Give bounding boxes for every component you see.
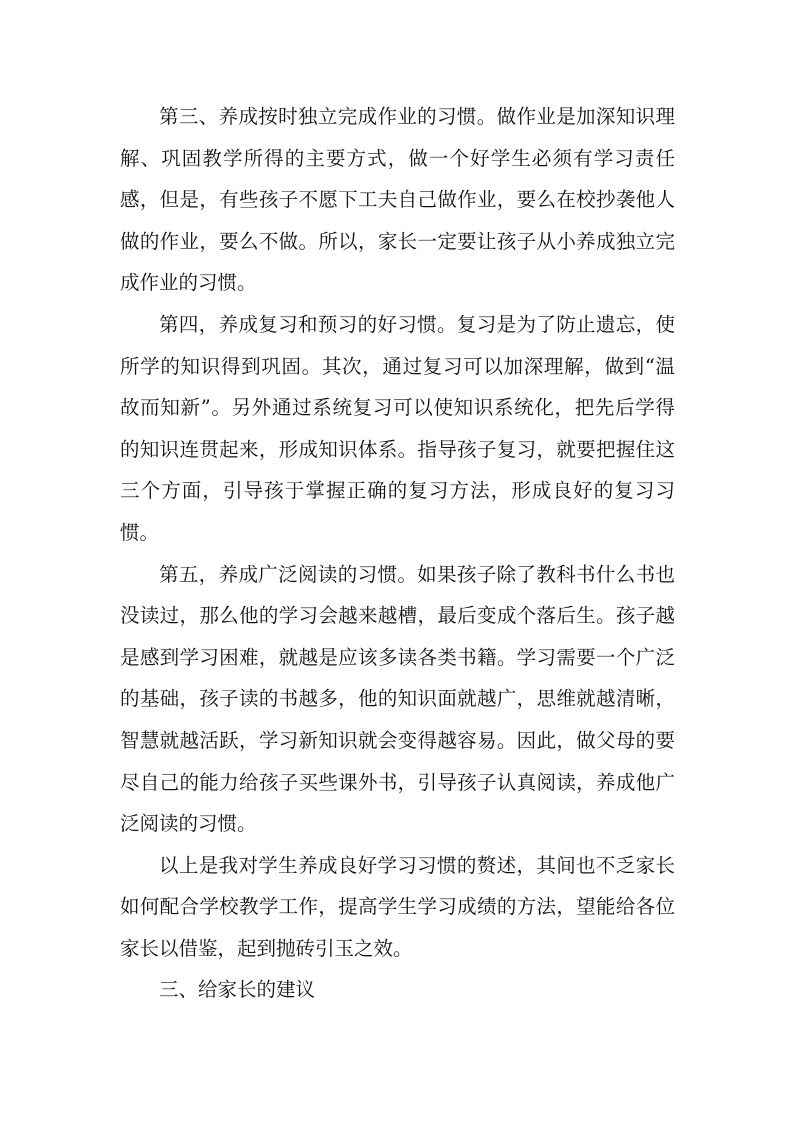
document-body [120,96,675,1011]
section-heading: 三、给家长的建议 [159,978,316,1002]
paragraph-homework-habit: 第三、养成按时独立完成作业的习惯。做作业是加深知识理解、巩固教学所得的主要方式，做一个好学生必须有学习责任感，但是，有些孩子不愿下工夫自己做作业，要么在校抄袭他人做的作业，要么不做。所以，家长一定要让孩子从小养成独立完成作业的习惯。 [120,105,675,295]
paragraph-summary: 以上是我对学生养成良好学习习惯的赘述，其间也不乏家长如何配合学校教学工作，提高学生学习成绩的方法，望能给各位家长以借鉴，起到抛砖引玉之效。 [120,853,675,960]
paragraph-review-habit: 第四，养成复习和预习的好习惯。复习是为了防止遗忘，使所学的知识得到巩固。其次，通过复习可以加深理解，做到“温故而知新”。另外通过系统复习可以使知识系统化，把先后学得的知识连贯起来，形成知识体系。指导孩子复习，就要把握住这三个方面，引导孩于掌握正确的复习方法，形成良好的复习习惯。 [120,312,675,544]
paragraph-reading-habit: 第五，养成广泛阅读的习惯。如果孩子除了教科书什么书也没读过，那么他的学习会越来越槽，最后变成个落后生。孩子越是感到学习困难，就越是应该多读各类书籍。学习需要一个广泛的基础，孩子读的书越多，他的知识面就越广，思维就越清晰，智慧就越活跃，学习新知识就会变得越容易。因此，做父母的要尽自己的能力给孩子买些课外书，引导孩子认真阅读，养成他广泛阅读的习惯。 [120,562,675,836]
